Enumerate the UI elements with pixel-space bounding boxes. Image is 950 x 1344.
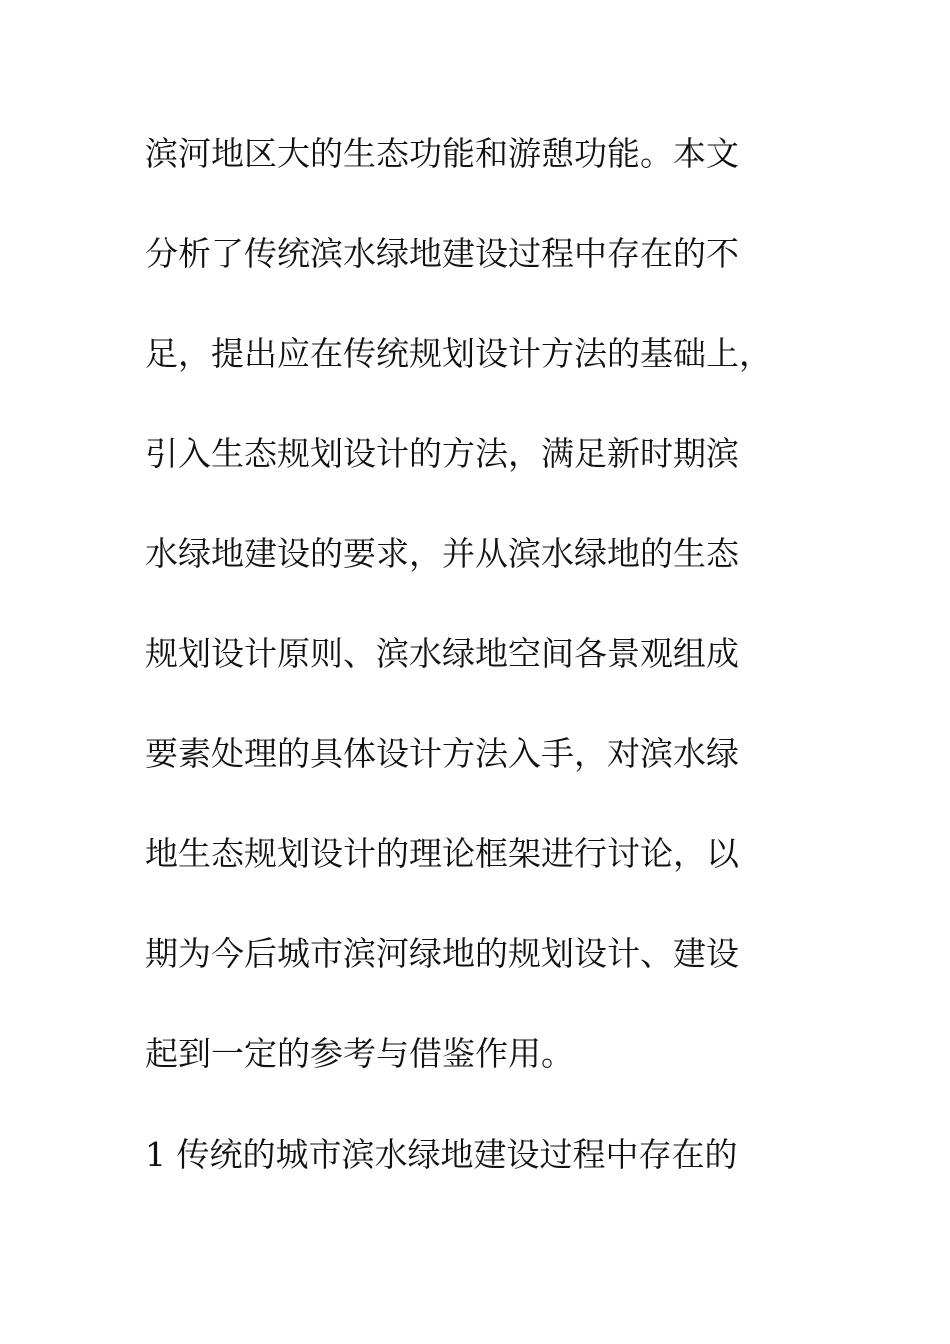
paragraph-line: 起到一定的参考与借鉴作用。 (145, 1034, 574, 1073)
paragraph-line: 滨河地区大的生态功能和游憩功能。本文 (145, 134, 739, 173)
paragraph-line: 分析了传统滨水绿地建设过程中存在的不 (145, 234, 739, 273)
paragraph-line: 水绿地建设的要求，并从滨水绿地的生态 (145, 534, 739, 573)
paragraph-line: 引入生态规划设计的方法，满足新时期滨 (145, 434, 739, 473)
paragraph-line: 规划设计原则、滨水绿地空间各景观组成 (145, 634, 739, 673)
paragraph-line: 期为今后城市滨河绿地的规划设计、建设 (145, 934, 739, 973)
paragraph-line: 足，提出应在传统规划设计方法的基础上， (145, 334, 772, 373)
section-heading: 1 传统的城市滨水绿地建设过程中存在的 (145, 1135, 738, 1174)
paragraph-line: 地生态规划设计的理论框架进行讨论，以 (145, 834, 739, 873)
abstract-paragraph (145, 122, 815, 1122)
paragraph-line: 要素处理的具体设计方法入手，对滨水绿 (145, 734, 739, 773)
